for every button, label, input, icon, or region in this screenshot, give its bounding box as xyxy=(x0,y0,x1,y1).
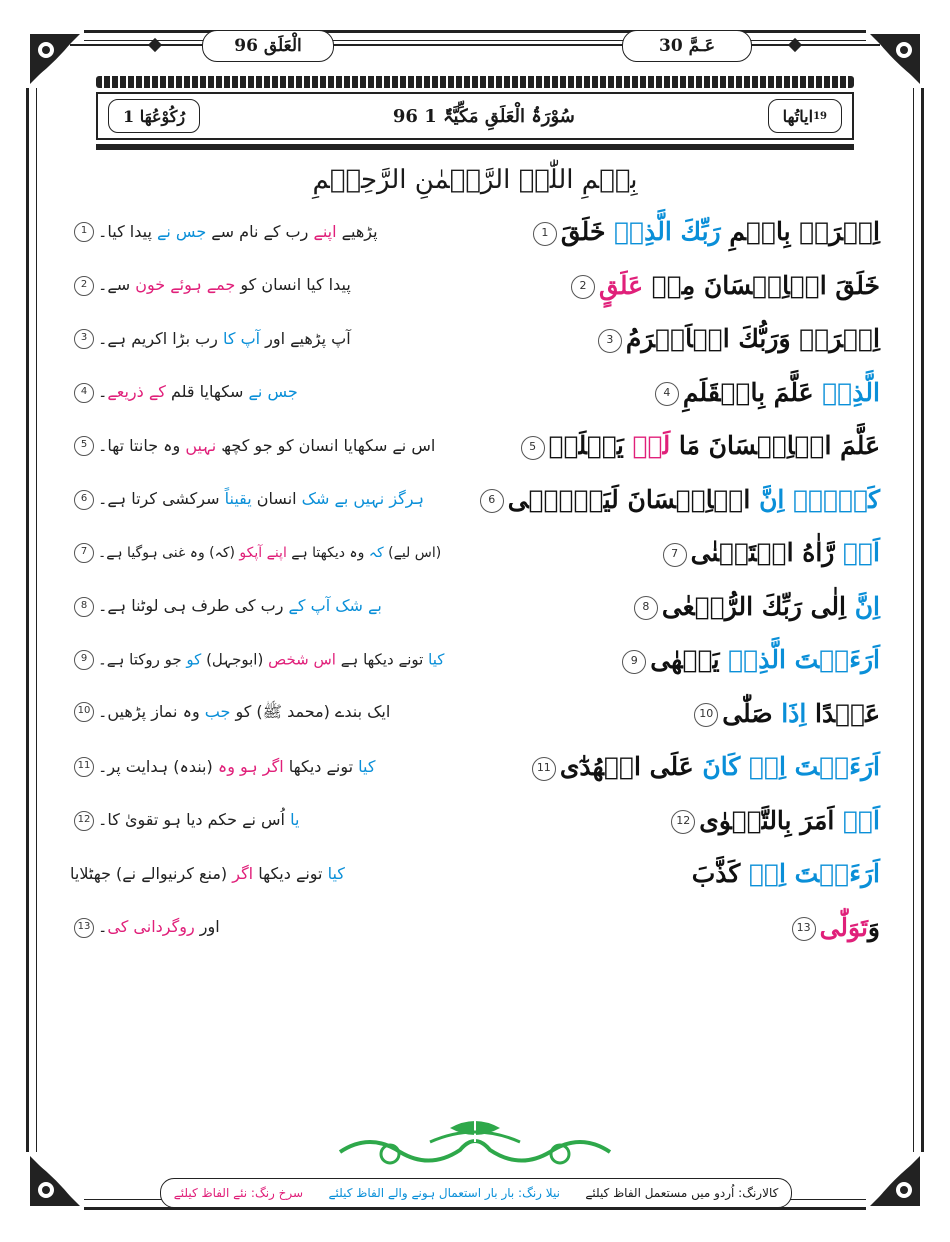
urdu-new-word: اپنے آپکو xyxy=(239,544,287,561)
urdu-text: جو روکتا ہے۔ xyxy=(98,650,187,669)
urdu-text: تونے دیکھا xyxy=(253,864,328,884)
arabic-text: اَمَرَ بِالتَّقۡوٰى xyxy=(699,805,844,835)
urdu-text: سے۔ xyxy=(98,275,136,294)
urdu-text: وہ دیکھتا ہے xyxy=(286,544,369,561)
urdu-new-word: اپنے xyxy=(313,221,337,241)
urdu-translation xyxy=(70,275,351,296)
arabic-text: يَنۡهٰى xyxy=(650,645,729,675)
arabic-frequent-word: اَرَءَيۡتَ الَّذِیۡ xyxy=(728,645,880,675)
urdu-frequent-word: کیا xyxy=(358,756,376,776)
verse-number-badge: 13 xyxy=(74,918,94,938)
corner-ornament-icon xyxy=(26,1152,84,1210)
arabic-frequent-word: اَرَءَيۡتَ اِنۡ كَانَ xyxy=(702,752,880,782)
urdu-text: تونے دیکھا xyxy=(283,756,359,776)
urdu-frequent-word: بے شک آپ کے xyxy=(288,596,382,615)
top-rule xyxy=(70,44,880,46)
urdu-new-word: اگر xyxy=(232,864,254,884)
arabic-new-word: لَمۡ xyxy=(632,431,671,461)
verse-row xyxy=(70,901,880,955)
urdu-text: تونے دیکھا ہے xyxy=(335,650,429,669)
urdu-translation xyxy=(70,810,299,831)
urdu-frequent-word: جس نے xyxy=(248,382,298,401)
arabic-frequent-word: كَلَّاۤ اِنَّ xyxy=(759,484,880,514)
color-legend xyxy=(160,1178,792,1208)
urdu-text: اس نے سکھایا انسان کو جو کچھ xyxy=(216,435,436,455)
arabic-verse xyxy=(690,699,880,728)
urdu-text: انسان xyxy=(251,489,302,508)
ayah-number-badge: 5 xyxy=(521,436,545,460)
surah-name-cartouche xyxy=(202,30,334,62)
urdu-text: اُس نے حکم دیا ہو تقویٰ کا۔ xyxy=(98,810,291,829)
legend-red: سرخ رنگ: نئے الفاظ کیلئے xyxy=(173,1186,304,1200)
arabic-verse xyxy=(567,271,880,300)
urdu-translation xyxy=(70,596,382,617)
arabic-verse xyxy=(594,324,880,353)
arabic-frequent-word: اِذَا xyxy=(781,698,807,728)
arabic-verse xyxy=(529,217,880,246)
urdu-text: ۔ xyxy=(98,382,108,401)
urdu-translation xyxy=(70,650,444,670)
verse-number-badge: 12 xyxy=(74,811,94,831)
legend-blue: نیلا رنگ: بار بار استعمال ہونے والے الفاظ کیلئے xyxy=(328,1186,560,1200)
arabic-new-word: عَلَقٍ xyxy=(599,270,644,300)
urdu-translation xyxy=(70,489,424,510)
urdu-text: (منع کرنیوالے نے) جھٹلایا xyxy=(70,864,233,884)
arabic-text: اِلٰى رَبِّكَ الرُّجۡعٰى xyxy=(661,591,855,621)
ayat-label: ایاتُھا xyxy=(782,106,814,126)
verse-number-badge: 3 xyxy=(74,329,94,349)
urdu-new-word: نہیں xyxy=(185,435,217,455)
urdu-frequent-word: جس نے xyxy=(157,221,207,241)
urdu-new-word: جمے ہوئے خون xyxy=(135,275,236,294)
arabic-text: صَلّٰى xyxy=(722,698,782,728)
verse-row xyxy=(70,740,880,794)
arabic-new-word: تَوَلّٰى xyxy=(819,912,868,942)
verse-row xyxy=(70,312,880,366)
arabic-verse xyxy=(618,645,880,674)
urdu-text: پیدا کیا۔ xyxy=(98,221,157,241)
arabic-verse xyxy=(528,752,880,781)
arabic-text: الۡاِنۡسَانَ لَيَطۡغٰۤى xyxy=(507,484,760,514)
ayah-number-badge: 4 xyxy=(655,382,679,406)
urdu-frequent-word: ہرگز نہیں بے شک xyxy=(301,489,424,508)
urdu-text: وہ جانتا تھا۔ xyxy=(98,435,186,455)
chain-border-bottom xyxy=(96,144,854,150)
ruku-label: رُکُوْعُھَا xyxy=(139,106,186,126)
arabic-verse xyxy=(659,538,880,567)
chain-border xyxy=(96,76,854,88)
arabic-frequent-word: اَوۡ xyxy=(843,805,880,835)
ayat-count: 19 xyxy=(813,110,827,122)
urdu-frequent-word: جب xyxy=(204,701,231,721)
urdu-translation xyxy=(70,864,345,883)
verse-number-badge: 9 xyxy=(74,650,94,670)
urdu-text: رب کے نام سے xyxy=(206,221,314,241)
verse-row xyxy=(70,633,880,687)
ayat-box xyxy=(768,99,842,133)
legend-black: کالارنگ: اُردو میں مستعمل الفاظ کیلئے xyxy=(585,1186,779,1200)
urdu-text: اور xyxy=(194,917,220,936)
urdu-new-word: کے ذریعے xyxy=(107,382,166,401)
verse-number-badge: 6 xyxy=(74,490,94,510)
ayah-number-badge: 9 xyxy=(622,650,646,674)
verse-row xyxy=(70,847,880,901)
urdu-text: ایک بندے (محمد ﷺ) کو xyxy=(230,701,391,721)
urdu-frequent-word: کہ xyxy=(368,544,384,561)
verse-row xyxy=(70,687,880,741)
urdu-text: پیدا کیا انسان کو xyxy=(235,275,351,294)
arabic-verse xyxy=(630,592,880,621)
urdu-text: (کہ) وہ غنی ہوگیا ہے۔ xyxy=(98,544,240,561)
arabic-frequent-word: اِنَّ xyxy=(854,591,880,621)
verse-number-badge: 2 xyxy=(74,276,94,296)
verse-row xyxy=(70,580,880,634)
corner-ornament-icon xyxy=(866,30,924,88)
arabic-text: يَعۡلَمۡ xyxy=(548,431,633,461)
urdu-translation xyxy=(70,436,435,457)
arabic-verse xyxy=(692,859,880,888)
urdu-translation xyxy=(70,757,375,778)
ruku-count: 1 xyxy=(123,106,135,126)
verse-row xyxy=(70,419,880,473)
urdu-translation xyxy=(70,222,378,243)
urdu-text: رب بڑا اکریم ہے۔ xyxy=(98,328,223,348)
ayah-number-badge: 12 xyxy=(671,810,695,834)
arabic-verse xyxy=(788,913,880,942)
corner-ornament-icon xyxy=(26,30,84,88)
arabic-text: عَلَّمَ الۡاِنۡسَانَ مَا xyxy=(670,431,880,461)
arabic-text: وَ xyxy=(867,912,880,942)
juz-cartouche xyxy=(622,30,752,62)
urdu-translation xyxy=(70,917,220,938)
ayah-number-badge: 13 xyxy=(792,917,816,941)
ayah-number-badge: 1 xyxy=(533,222,557,246)
urdu-text: (بندہ) ہدایت پر۔ xyxy=(98,756,218,776)
arabic-text: خَلَقَ xyxy=(560,217,615,247)
ruku-box xyxy=(108,99,200,133)
arabic-text: عَلَّمَ بِالۡقَلَمِ xyxy=(682,377,823,407)
ayah-number-badge: 7 xyxy=(663,543,687,567)
urdu-text: آپ پڑھیے اور xyxy=(260,328,351,348)
arabic-frequent-word: رَبِّكَ الَّذِیۡ xyxy=(614,217,721,247)
floral-ornament-icon xyxy=(330,1112,620,1172)
urdu-frequent-word: کیا xyxy=(327,864,345,884)
urdu-text: سرکشی کرتا ہے۔ xyxy=(98,489,225,508)
urdu-frequent-word: کیا xyxy=(428,650,445,669)
arabic-text: عَلَى الۡهُدٰٓى xyxy=(559,752,703,782)
juz-label: عَـمَّ 30 xyxy=(658,36,716,56)
verse-number-badge: 10 xyxy=(74,702,94,722)
arabic-frequent-word: اَرَءَيۡتَ اِنۡ xyxy=(749,859,880,889)
arabic-text: كَذَّبَ xyxy=(691,859,750,889)
urdu-translation xyxy=(70,702,390,725)
arabic-text: عَبۡدًا xyxy=(806,698,880,728)
verse-number-badge: 8 xyxy=(74,597,94,617)
urdu-translation xyxy=(70,543,441,563)
ayah-number-badge: 6 xyxy=(480,489,504,513)
verse-list xyxy=(70,205,880,954)
verse-number-badge: 4 xyxy=(74,383,94,403)
urdu-new-word: روگردانی کی xyxy=(107,917,195,936)
verse-number-badge: 7 xyxy=(74,543,94,563)
corner-ornament-icon xyxy=(866,1152,924,1210)
verse-number-badge: 5 xyxy=(74,436,94,456)
urdu-new-word: اگر ہو وہ xyxy=(217,756,284,776)
urdu-text: سکھایا قلم xyxy=(165,382,249,401)
urdu-text: پڑھیے xyxy=(336,221,378,241)
arabic-text: اِقۡرَاۡ وَرَبُّكَ الۡاَكۡرَمُ xyxy=(625,324,880,354)
verse-number-badge: 1 xyxy=(74,222,94,242)
arabic-verse xyxy=(667,806,880,835)
verse-row xyxy=(70,473,880,527)
verse-row xyxy=(70,526,880,580)
urdu-new-word: اس شخص xyxy=(268,650,336,669)
ayah-number-badge: 2 xyxy=(571,275,595,299)
verse-row xyxy=(70,794,880,848)
arabic-text: رَّاٰهُ اسۡتَغۡنٰى xyxy=(690,538,844,568)
arabic-verse xyxy=(651,378,880,407)
bismillah: بِسۡمِ اللّٰہِ الرَّحۡمٰنِ الرَّحِیۡمِ xyxy=(312,165,638,195)
arabic-frequent-word: الَّذِیۡ xyxy=(822,377,880,407)
urdu-translation xyxy=(70,382,298,403)
verse-row xyxy=(70,205,880,259)
verse-row xyxy=(70,259,880,313)
ayah-number-badge: 3 xyxy=(598,329,622,353)
urdu-text: ۔ xyxy=(98,917,108,936)
arabic-text: خَلَقَ الۡاِنۡسَانَ مِنۡ xyxy=(643,270,880,300)
urdu-text: رب کی طرف ہی لوٹنا ہے۔ xyxy=(98,596,289,615)
verse-row xyxy=(70,366,880,420)
surah-top-label: الْعَلَق 96 xyxy=(234,36,302,56)
surah-title: 96 سُوْرَۃُ الْعَلَقِ مَکِّیَّۃٌ 1 xyxy=(392,105,575,127)
urdu-frequent-word: یقیناً xyxy=(224,489,252,508)
urdu-text: (اس لیے) xyxy=(383,544,442,561)
ayah-number-badge: 8 xyxy=(634,596,658,620)
surah-header-band xyxy=(96,92,854,140)
verse-number-badge: 11 xyxy=(74,757,94,777)
urdu-frequent-word: آپ کا xyxy=(222,328,261,348)
urdu-text: وہ نماز پڑھیں۔ xyxy=(98,701,205,721)
arabic-verse xyxy=(476,485,880,514)
urdu-frequent-word: کو xyxy=(186,650,202,669)
ayah-number-badge: 10 xyxy=(694,703,718,727)
arabic-text: اِقۡرَاۡ بِاسۡمِ xyxy=(720,217,880,247)
urdu-frequent-word: یا xyxy=(290,810,300,829)
ayah-number-badge: 11 xyxy=(532,757,556,781)
urdu-translation xyxy=(70,329,351,350)
arabic-verse xyxy=(517,431,880,460)
urdu-text: (ابوجہل) xyxy=(201,650,269,669)
arabic-frequent-word: اَنۡ xyxy=(843,538,880,568)
